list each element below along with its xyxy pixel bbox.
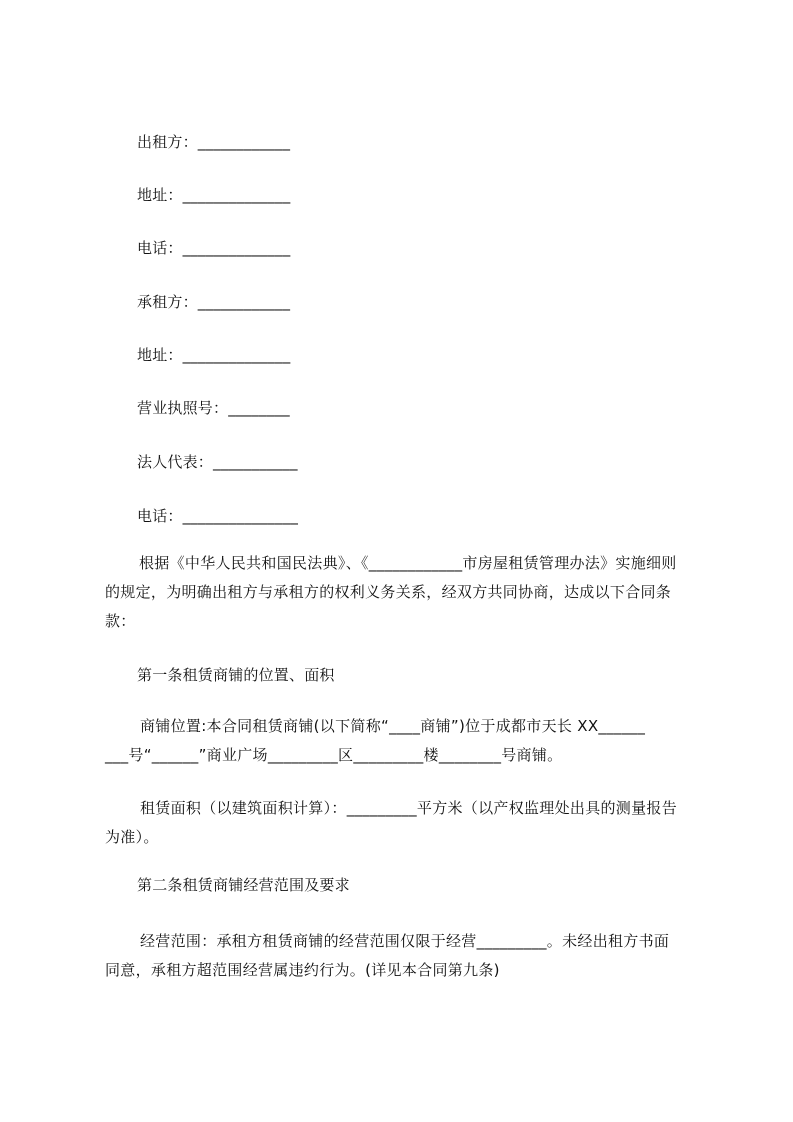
- article-1-heading: 第一条租赁商铺的位置、面积: [137, 666, 335, 684]
- legal-representative-field: 法人代表：___________: [137, 453, 298, 471]
- business-license-field: 营业执照号：________: [137, 399, 290, 417]
- shop-location-line: ___号“______”商业广场_________区_________楼________号商铺。: [105, 746, 563, 764]
- lessor-phone-field: 电话：______________: [137, 239, 291, 257]
- lessee-field: 承租方：____________: [137, 293, 291, 311]
- lessee-address-field: 地址：______________: [137, 346, 291, 364]
- business-scope-line: 经营范围：承租方租赁商铺的经营范围仅限于经营_________。未经出租方书面: [140, 932, 670, 950]
- preamble-line: 的规定，为明确出租方与承租方的权利义务关系，经双方共同协商，达成以下合同条: [105, 583, 672, 601]
- lessor-field: 出租方：____________: [137, 133, 291, 151]
- rental-area-line: 租赁面积（以建筑面积计算）：_________平方米（以产权监理处出具的测量报告: [140, 799, 678, 817]
- rental-area-paragraph: [105, 794, 705, 852]
- shop-location-line: 商铺位置:本合同租赁商铺(以下简称“____商铺”)位于成都市天长 XX______: [140, 717, 646, 735]
- preamble-line: 款：: [105, 612, 136, 630]
- preamble-paragraph: [105, 549, 705, 636]
- article-2-heading: 第二条租赁商铺经营范围及要求: [137, 876, 350, 894]
- business-scope-line: 同意，承租方超范围经营属违约行为。(详见本合同第九条): [105, 961, 500, 979]
- lessee-phone-field: 电话：_______________: [137, 507, 299, 525]
- business-scope-paragraph: [105, 927, 705, 985]
- lessor-address-field: 地址：______________: [137, 186, 291, 204]
- rental-area-line: 为准）。: [105, 828, 159, 846]
- shop-location-paragraph: [105, 712, 705, 770]
- preamble-line: 根据《中华人民共和国民法典》、《____________市房屋租赁管理办法》实施细则: [139, 554, 677, 572]
